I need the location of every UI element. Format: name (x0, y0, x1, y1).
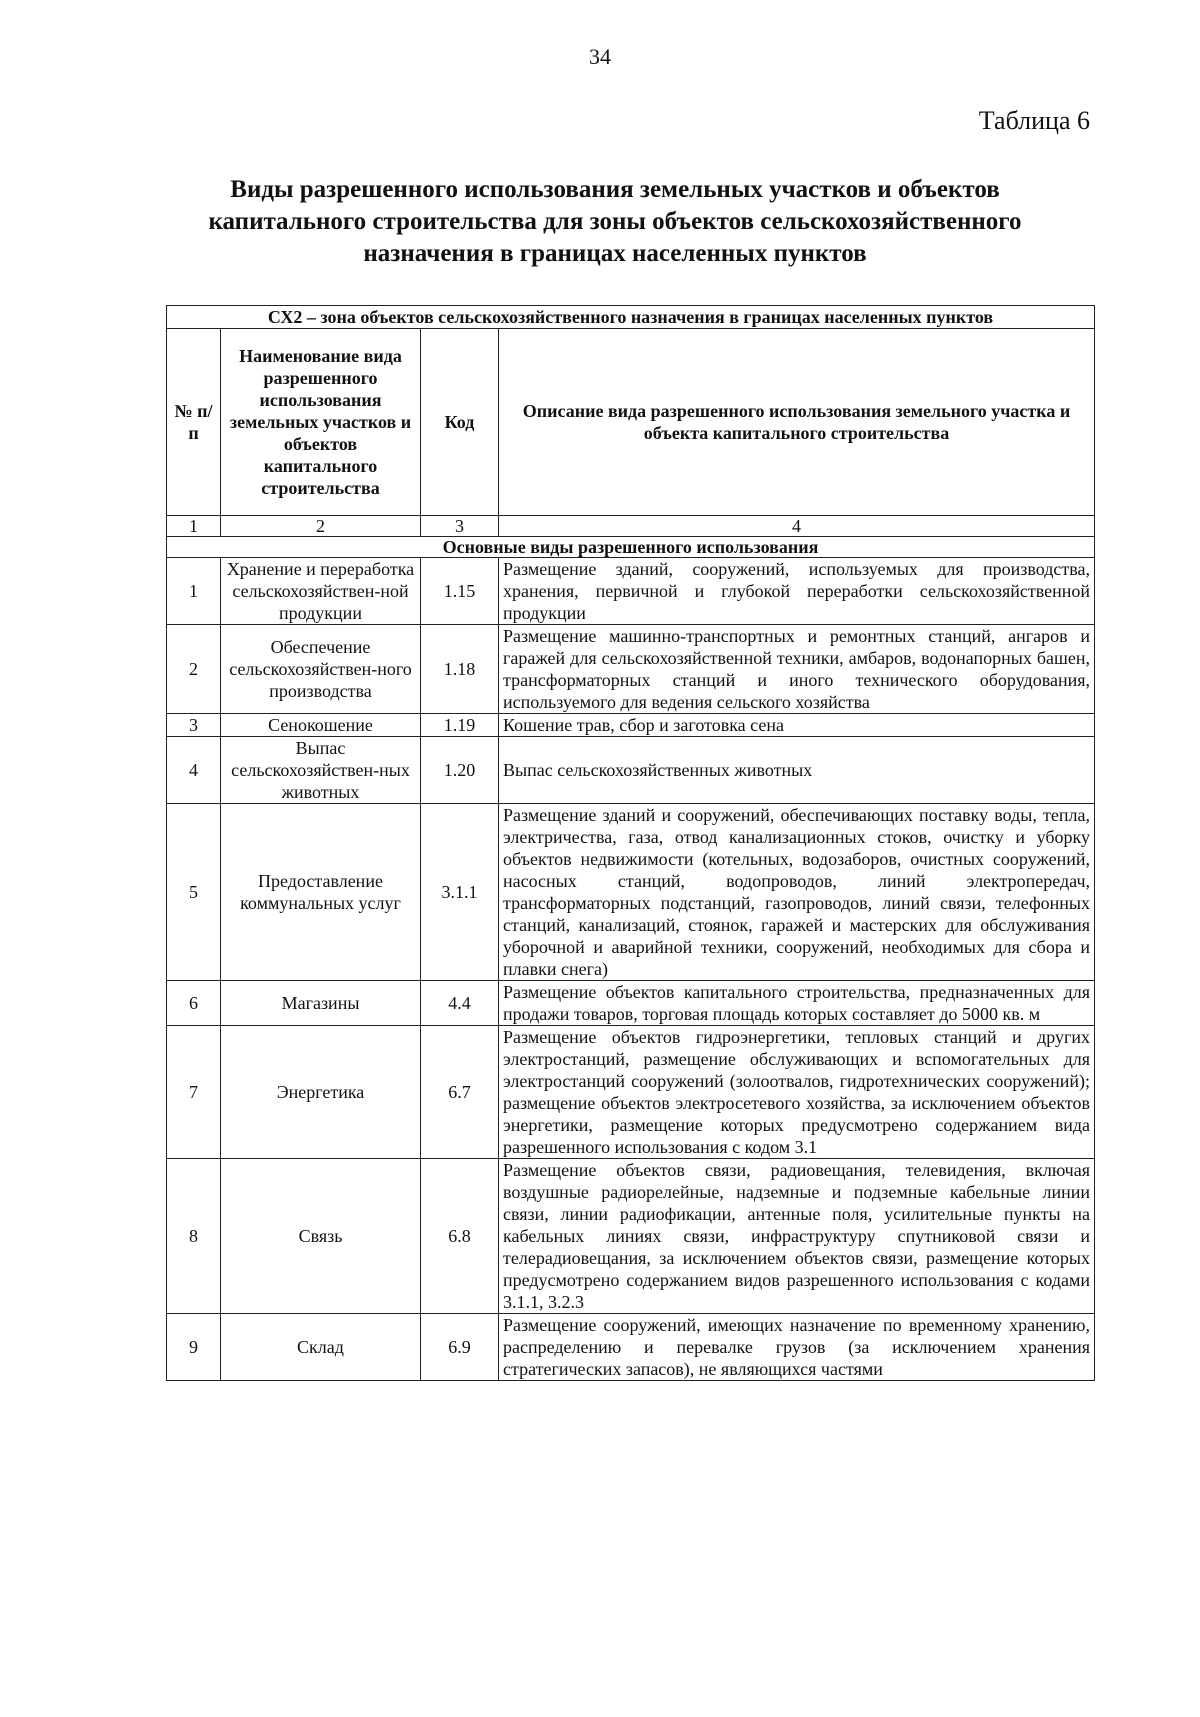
table-row (167, 714, 1095, 737)
use-name: Хранение и переработка сельскохозяйствен-ной продукции (221, 558, 421, 625)
row-number: 9 (167, 1314, 221, 1381)
column-header-row (167, 329, 1095, 516)
use-name: Выпас сельскохозяйствен-ных животных (221, 737, 421, 804)
column-number: 3 (421, 516, 499, 537)
table-row (167, 737, 1095, 804)
column-number: 1 (167, 516, 221, 537)
table-row (167, 1026, 1095, 1159)
use-code: 1.15 (421, 558, 499, 625)
use-name: Предоставление коммунальных услуг (221, 804, 421, 981)
use-description: Кошение трав, сбор и заготовка сена (499, 714, 1095, 737)
use-code: 6.8 (421, 1159, 499, 1314)
use-description: Размещение объектов капитального строительства, предназначенных для продажи товаров, торговая площадь которых составляет до 5000 кв. м (499, 981, 1095, 1026)
use-code: 1.18 (421, 625, 499, 714)
row-number: 1 (167, 558, 221, 625)
use-code: 1.20 (421, 737, 499, 804)
use-name: Обеспечение сельскохозяйствен-ного производства (221, 625, 421, 714)
row-number: 8 (167, 1159, 221, 1314)
use-code: 3.1.1 (421, 804, 499, 981)
table-row (167, 981, 1095, 1026)
use-description: Размещение сооружений, имеющих назначение по временному хранению, распределению и перевалке грузов (за исключением хранения стратегических запасов), не являющихся частями (499, 1314, 1095, 1381)
row-number: 3 (167, 714, 221, 737)
header-code: Код (421, 329, 499, 516)
use-description: Размещение объектов связи, радиовещания, телевидения, включая воздушные радиорелейные, надземные и подземные кабельные линии связи, линии радиофикации, антенные поля, усилительные пункты на кабельных линиях связи, инфраструктуру спутниковой связи и телерадиовещания, за исключением объектов связи, размещение которых предусмотрено содержанием видов разрешенного использования с кодами 3.1.1, 3.2.3 (499, 1159, 1095, 1314)
column-number: 4 (499, 516, 1095, 537)
row-number: 5 (167, 804, 221, 981)
row-number: 2 (167, 625, 221, 714)
use-description: Размещение зданий и сооружений, обеспечивающих поставку воды, тепла, электричества, газа, отвод канализационных стоков, очистку и уборку объектов недвижимости (котельных, водозаборов, очистных сооружений, насосных станций, водопроводов, линий электропередач, трансформаторных подстанций, газопроводов, линий связи, телефонных станций, канализаций, стоянок, гаражей и мастерских для обслуживания уборочной и аварийной техники, сооружений, необходимых для сбора и плавки снега) (499, 804, 1095, 981)
table-row (167, 558, 1095, 625)
header-name: Наименование вида разрешенного использования земельных участков и объектов капитального строительства (221, 329, 421, 516)
section-title: Основные виды разрешенного использования (167, 537, 1095, 558)
permitted-use-table (166, 305, 1095, 1381)
column-number-row (167, 516, 1095, 537)
use-description: Размещение машинно-транспортных и ремонтных станций, ангаров и гаражей для сельскохозяйственной техники, амбаров, водонапорных башен, трансформаторных станций и иного технического оборудования, используемого для ведения сельского хозяйства (499, 625, 1095, 714)
use-code: 1.19 (421, 714, 499, 737)
use-name: Склад (221, 1314, 421, 1381)
use-code: 6.9 (421, 1314, 499, 1381)
zone-header-row (167, 306, 1095, 329)
use-name: Магазины (221, 981, 421, 1026)
column-number: 2 (221, 516, 421, 537)
use-code: 4.4 (421, 981, 499, 1026)
document-title: Виды разрешенного использования земельных участков и объектов капитального строительства для зоны объектов сельскохозяйственного назначения в границах населенных пунктов (208, 176, 1022, 267)
use-description: Размещение объектов гидроэнергетики, тепловых станций и других электростанций, размещение обслуживающих и вспомогательных для электростанций сооружений (золоотвалов, гидротехнических сооружений); размещение объектов электросетевого хозяйства, за исключением объектов энергетики, размещение которых предусмотрено содержанием вида разрешенного использования с кодом 3.1 (499, 1026, 1095, 1159)
row-number: 4 (167, 737, 221, 804)
use-description: Выпас сельскохозяйственных животных (499, 737, 1095, 804)
header-description: Описание вида разрешенного использования земельного участка и объекта капитального строительства (499, 329, 1095, 516)
table-label: Таблица 6 (978, 106, 1090, 135)
row-number: 7 (167, 1026, 221, 1159)
use-code: 6.7 (421, 1026, 499, 1159)
zone-header: СХ2 – зона объектов сельскохозяйственного назначения в границах населенных пунктов (167, 306, 1095, 329)
table-row (167, 804, 1095, 981)
use-name: Сенокошение (221, 714, 421, 737)
section-row (167, 537, 1095, 558)
use-name: Энергетика (221, 1026, 421, 1159)
table-row (167, 1159, 1095, 1314)
table-row (167, 625, 1095, 714)
use-description: Размещение зданий, сооружений, используемых для производства, хранения, первичной и глубокой переработки сельскохозяйственной продукции (499, 558, 1095, 625)
header-num: № п/п (167, 329, 221, 516)
row-number: 6 (167, 981, 221, 1026)
page-number: 34 (589, 44, 611, 69)
use-name: Связь (221, 1159, 421, 1314)
table-row (167, 1314, 1095, 1381)
